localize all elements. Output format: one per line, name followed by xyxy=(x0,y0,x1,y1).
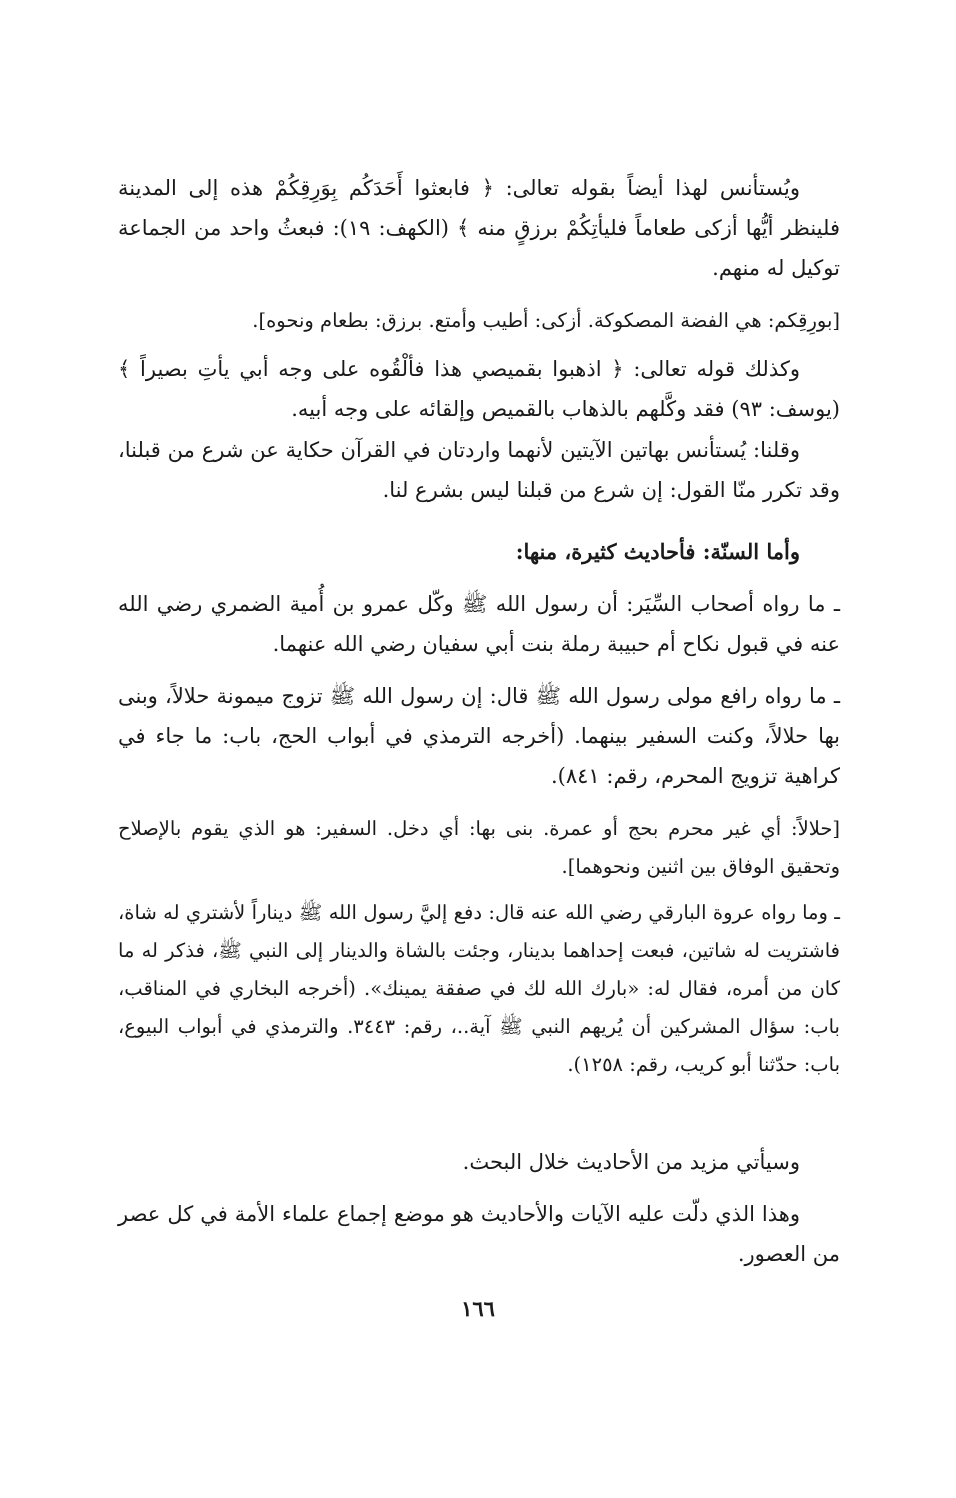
paragraph-more-hadith: وسيأتي مزيد من الأحاديث خلال البحث. xyxy=(462,1150,800,1174)
paragraph-yusuf-verse: وكذلك قوله تعالى: ﴿ اذهبوا بقميصي هذا فألْقُوه على وجه أبي يأتِ بصيراً ﴾ (يوسف: ٩٣) فقد وكَّلهم بالذهاب بالقميص وإلقائه على وجه أبيه. xyxy=(118,357,840,421)
paragraph-sunnah-heading: وأما السنّة: فأحاديث كثيرة، منها: xyxy=(515,539,800,564)
paragraph-ijma: وهذا الذي دلّت عليه الآيات والأحاديث هو موضع إجماع علماء الأمة في كل عصر من العصور. xyxy=(118,1202,840,1266)
note-glossary-2: [حلالاً: أي غير محرم بحج أو عمرة. بنى بها: أي دخل. السفير: هو الذي يقوم بالإصلاح وتحقيق الوفاق بين اثنين ونحوهما]. xyxy=(118,817,840,878)
paragraph-shar-man-qablana: وقلنا: يُستأنس بهاتين الآيتين لأنهما واردتان في القرآن حكاية عن شرع من قبلنا، وقد تكرر منّا القول: إن شرع من قبلنا ليس بشرع لنا. xyxy=(118,438,840,502)
page-number: ١٦٦ xyxy=(461,1296,495,1321)
hadith-urwa-bariqi: ـ وما رواه عروة البارقي رضي الله عنه قال: دفع إليَّ رسول الله ﷺ ديناراً لأشتري له شاة، فاشتريت له شاتين، فبعت إحداهما بدينار، وجئت بالشاة والدينار إلى النبي ﷺ، فذكر له ما كان من أمره، فقال له: «بارك الله لك في صفقة يمينك». (أخرجه البخاري في المناقب، باب: سؤال المشركين أن يُريهم النبي ﷺ آية..، رقم: ٣٤٤٣. والترمذي في أبواب البيوع، باب: حدّثنا أبو كريب، رقم: ١٢٥٨). xyxy=(118,901,840,1076)
hadith-amr-ibn-umayya: ـ ما رواه أصحاب السِّيَر: أن رسول الله ﷺ وكّل عمرو بن أُمية الضمري رضي الله عنه في قبول نكاح أم حبيبة رملة بنت أبي سفيان رضي الله عنهما. xyxy=(118,592,840,656)
note-glossary-1: [بورِقِكم: هي الفضة المصكوكة. أزكى: أطيب وأمتع. برزق: بطعام ونحوه]. xyxy=(252,309,840,332)
paragraph-kahf-verse: ويُستأنس لهذا أيضاً بقوله تعالى: ﴿ فابعثوا أَحَدَكُم بِوَرِقِكُمْ هذه إلى المدينة فلينظر أيُّها أزكى طعاماً فليأتِكُمْ برزقٍ منه ﴾ (الكهف: ١٩): فبعثُ واحد من الجماعة توكيل له منهم. xyxy=(118,176,840,280)
hadith-rafi: ـ ما رواه رافع مولى رسول الله ﷺ قال: إن رسول الله ﷺ تزوج ميمونة حلالاً، وبنى بها حلالاً، وكنت السفير بينهما. (أخرجه الترمذي في أبواب الحج، باب: ما جاء في كراهية تزويج المحرم، رقم: ٨٤١). xyxy=(118,684,840,788)
